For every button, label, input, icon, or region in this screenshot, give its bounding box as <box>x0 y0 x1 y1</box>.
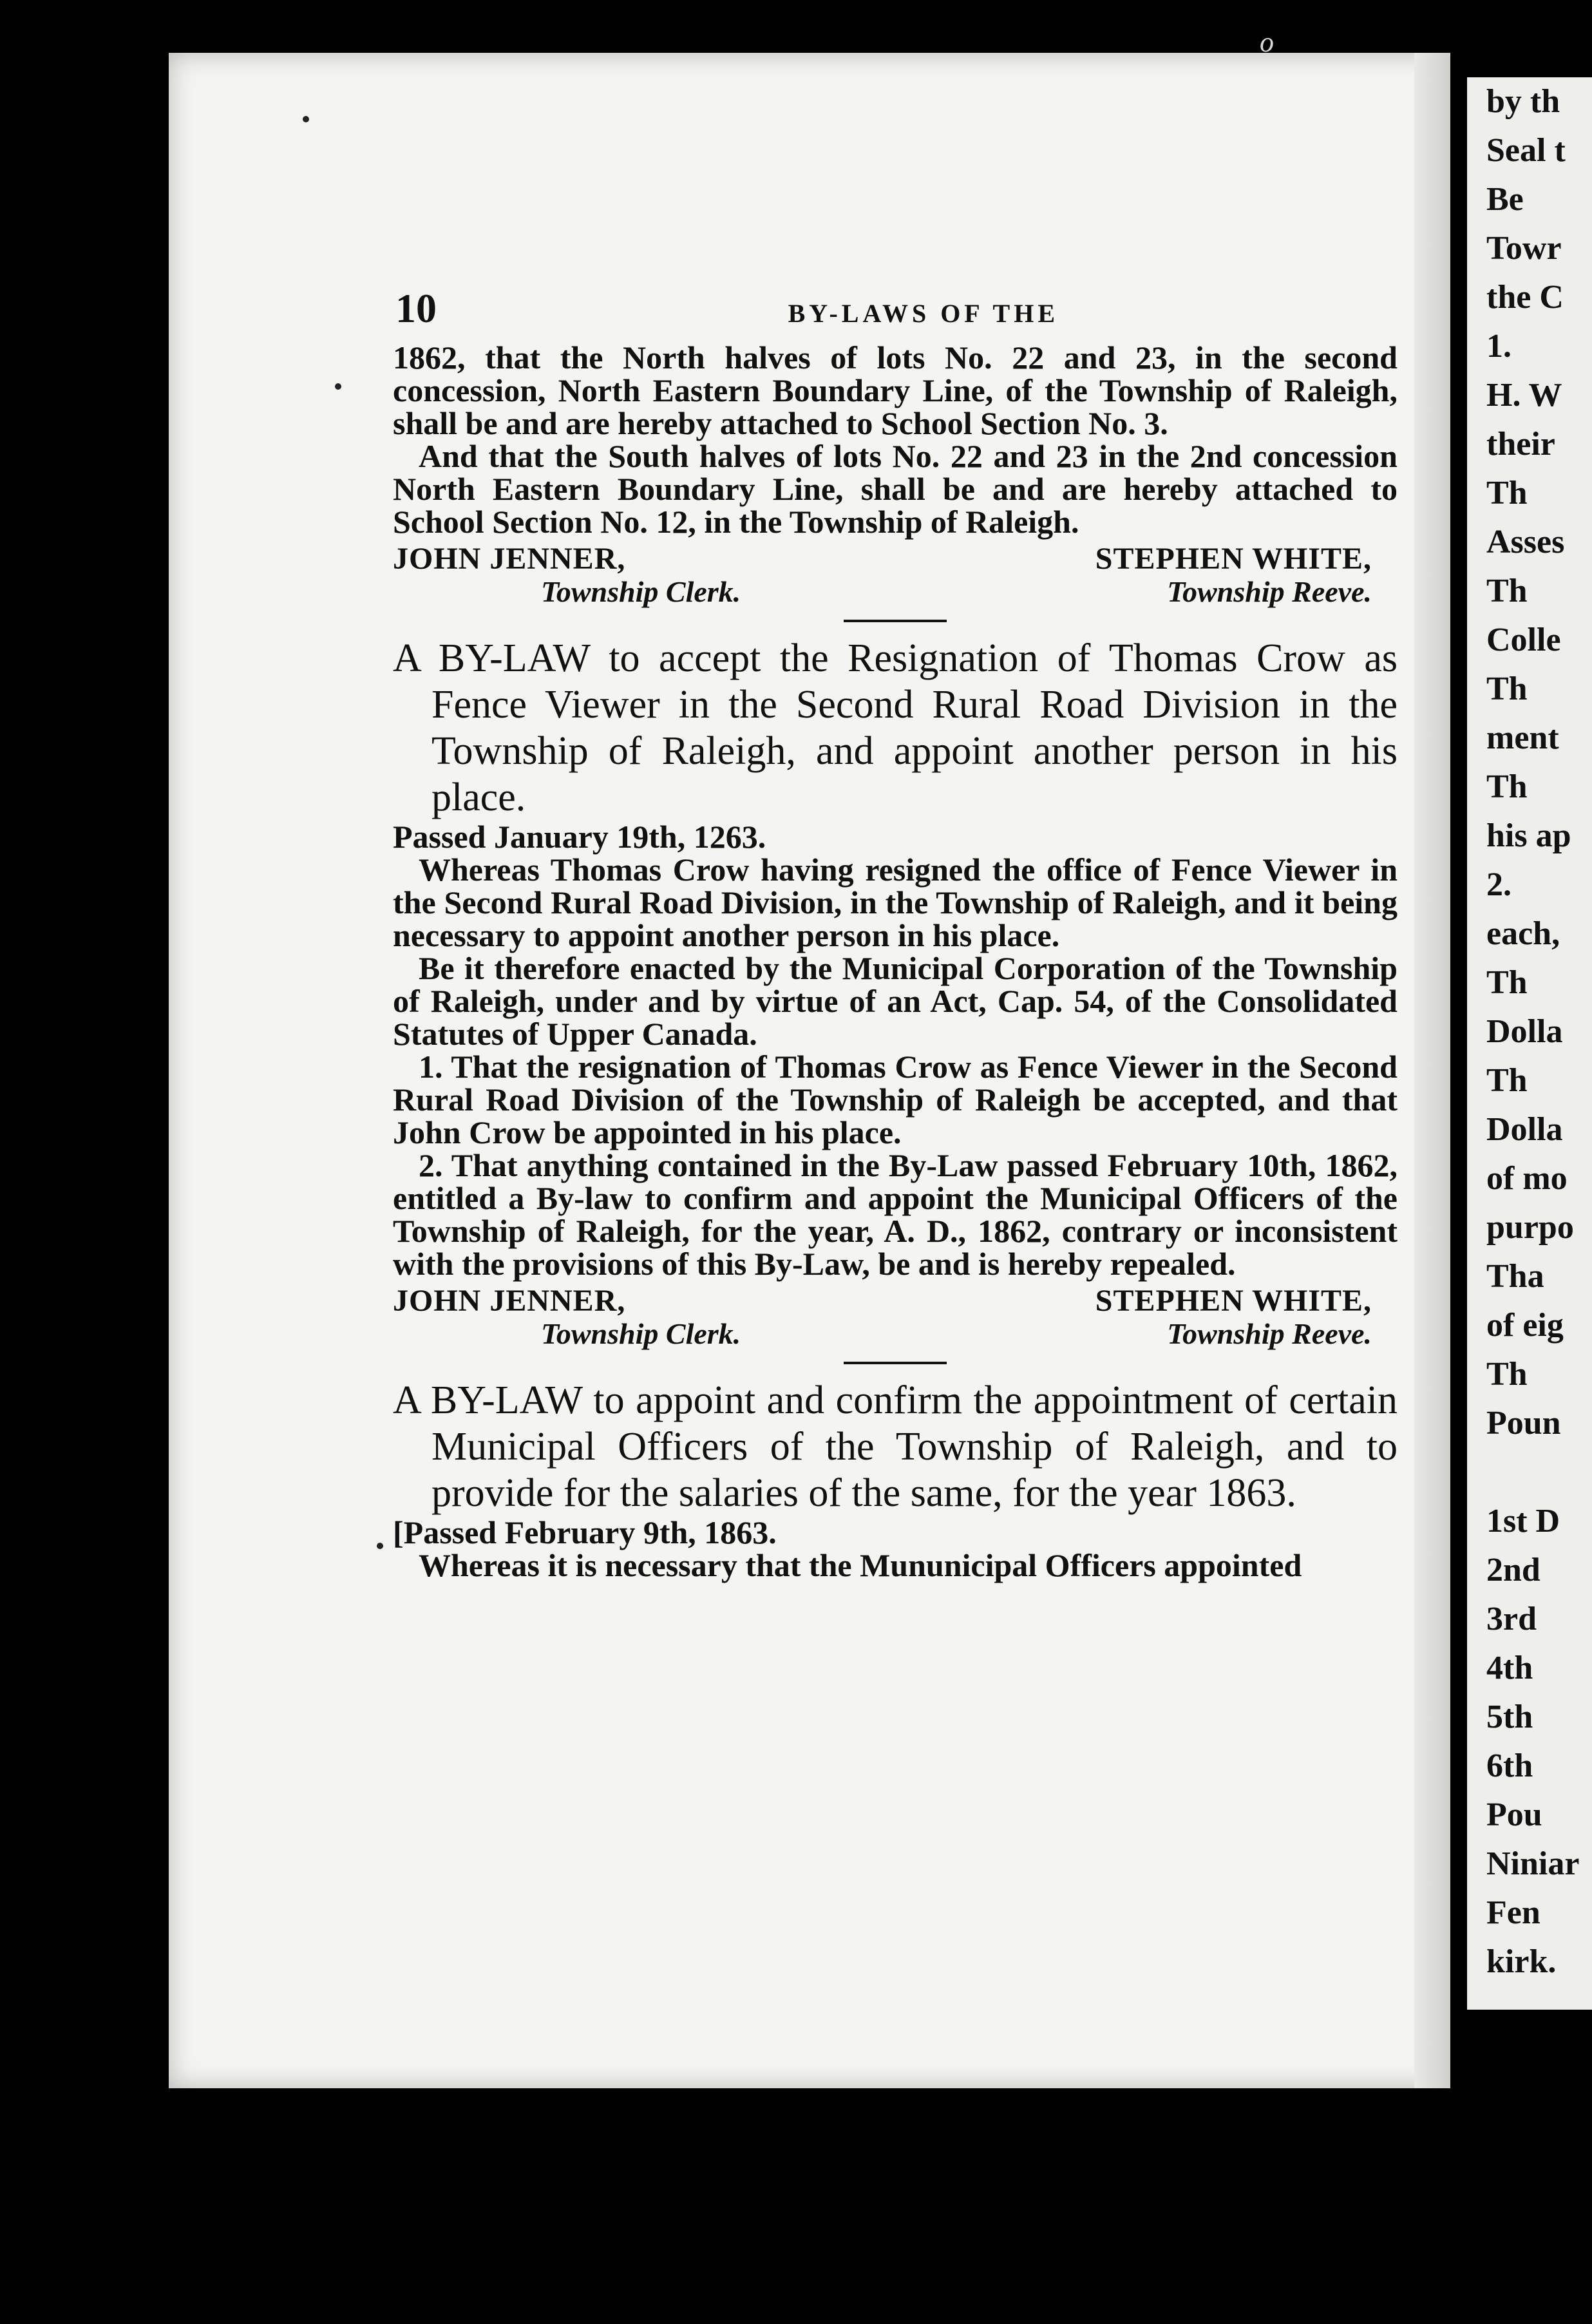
facing-page-line: the C <box>1486 279 1564 316</box>
bylaw-paragraph: Whereas Thomas Crow having resigned the office of Fence Viewer in the Second Rural Road Division, in the Township of Raleigh, and it being necessary to appoint another person in his place. <box>393 852 1398 953</box>
facing-page-line: 6th <box>1486 1748 1533 1784</box>
bylaw-title: A BY-LAW to accept the Resignation of Thomas Crow as Fence Viewer in the Second Rural Road Division in the Township of Raleigh, and appoint another person in his place. <box>393 636 1398 819</box>
facing-page <box>1467 77 1592 2010</box>
speck <box>303 116 309 122</box>
facing-page-line: Th <box>1486 573 1528 609</box>
clerk-name: JOHN JENNER, <box>393 1284 626 1318</box>
page-number: 10 <box>395 285 437 331</box>
facing-page-line: 1st D <box>1486 1503 1560 1539</box>
page-body <box>393 341 1398 1582</box>
facing-page-line: 1. <box>1486 328 1511 365</box>
facing-page-line: Dolla <box>1486 1111 1563 1148</box>
facing-page-line: Th <box>1486 475 1528 511</box>
facing-page-line: 3rd <box>1486 1601 1537 1637</box>
signature-block-1 <box>393 542 1398 575</box>
facing-page-line: Th <box>1486 768 1528 805</box>
continuation-paragraph: 1862, that the North halves of lots No. 22 and 23, in the second concession, North Eastern Boundary Line, of the Township of Raleigh, shall be and are hereby attached to School Section No. 3. <box>393 339 1398 441</box>
section-rule <box>844 620 947 622</box>
signature-titles-1 <box>393 575 1398 608</box>
facing-page-line: Th <box>1486 1062 1528 1099</box>
continuation-paragraph-2: And that the South halves of lots No. 22 and 23 in the 2nd concession North Eastern Boundary Line, shall be and are hereby attached to School Section No. 12, in the Township of Raleigh. <box>393 438 1398 540</box>
facing-page-line: Colle <box>1486 622 1561 658</box>
facing-page-line: by th <box>1486 83 1560 120</box>
facing-page-line: Towr <box>1486 230 1562 267</box>
facing-page-line <box>1486 1448 1592 1497</box>
bylaw-title: A BY-LAW to appoint and confirm the appointment of certain Municipal Officers of the Township of Raleigh, and to provide for the salaries of the same, for the year 1863. <box>393 1378 1398 1515</box>
signature-titles-2 <box>393 1317 1398 1350</box>
facing-page-line: Be <box>1486 181 1524 218</box>
facing-page-line: each, <box>1486 915 1560 952</box>
reeve-name: STEPHEN WHITE, <box>1095 1284 1372 1318</box>
section-rule <box>844 1362 947 1364</box>
facing-page-line: Poun <box>1486 1405 1561 1442</box>
running-head: BY-LAWS OF THE <box>788 299 1059 328</box>
passed-date: [Passed February 9th, 1863. <box>393 1514 777 1550</box>
facing-page-line: 2. <box>1486 866 1511 903</box>
bylaw-paragraph: Be it therefore enacted by the Municipal Corporation of the Township of Raleigh, under and by virtue of an Act, Cap. 54, of the Consolidated Statutes of Upper Canada. <box>393 950 1398 1052</box>
facing-page-line: 2nd <box>1486 1552 1540 1588</box>
facing-page-line: of mo <box>1486 1160 1568 1197</box>
facing-page-line: Pou <box>1486 1796 1542 1833</box>
page-header <box>395 285 1381 332</box>
bylaw-paragraph: Whereas it is necessary that the Mununicipal Officers appointed <box>419 1547 1302 1583</box>
reeve-name: STEPHEN WHITE, <box>1095 542 1372 576</box>
passed-date: Passed January 19th, 1263. <box>393 819 766 855</box>
facing-page-line: 4th <box>1486 1650 1533 1686</box>
reeve-title: Township Reeve. <box>1167 1317 1372 1350</box>
facing-page-line: kirk. <box>1486 1943 1557 1980</box>
page-edge <box>1414 53 1450 2088</box>
facing-page-line: of eig <box>1486 1307 1564 1344</box>
facing-page-line: Seal t <box>1486 132 1566 169</box>
facing-page-line: H. W <box>1486 377 1562 414</box>
signature-block-2 <box>393 1284 1398 1317</box>
speck <box>335 383 341 390</box>
facing-page-line: Th <box>1486 964 1528 1001</box>
facing-page-line: Dolla <box>1486 1013 1563 1050</box>
bylaw-paragraph: 1. That the resignation of Thomas Crow as Fence Viewer in the Second Rural Road Division of the Township of Raleigh be accepted, and that John Crow be appointed in his place. <box>393 1049 1398 1150</box>
facing-page-line: Asses <box>1486 524 1565 560</box>
clerk-title: Township Clerk. <box>541 1317 741 1350</box>
facing-page-text <box>1467 77 1592 1986</box>
bylaw-paragraph: 2. That anything contained in the By-Law passed February 10th, 1862, entitled a By-law to confirm and appoint the Municipal Officers of the Township of Raleigh, for the year, A. D., 1862, contrary or inconsistent with the provisions of this By-Law, be and is hereby repealed. <box>393 1147 1398 1282</box>
reeve-title: Township Reeve. <box>1167 575 1372 608</box>
facing-page-line: ment <box>1486 719 1559 756</box>
facing-page-line: 5th <box>1486 1699 1533 1735</box>
facing-page-line: Niniar <box>1486 1845 1580 1882</box>
facing-page-line: his ap <box>1486 817 1571 854</box>
facing-page-line: Fen <box>1486 1894 1540 1931</box>
clerk-title: Township Clerk. <box>541 575 741 608</box>
speck <box>377 1543 383 1549</box>
facing-page-line: their <box>1486 426 1555 462</box>
corner-mark: o <box>1260 26 1274 58</box>
facing-page-line: Th <box>1486 671 1528 707</box>
facing-page-line: Th <box>1486 1356 1528 1393</box>
clerk-name: JOHN JENNER, <box>393 542 626 576</box>
facing-page-line: Tha <box>1486 1258 1544 1295</box>
facing-page-line: purpo <box>1486 1209 1574 1246</box>
